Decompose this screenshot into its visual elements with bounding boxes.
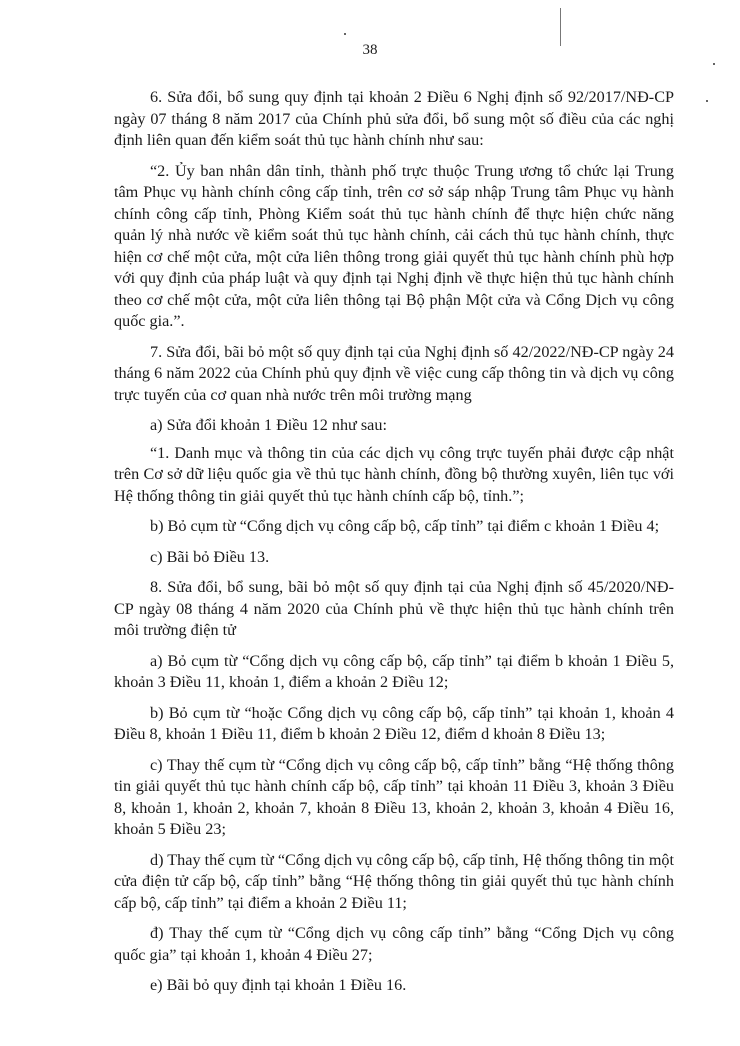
paragraph-7a-quote: “1. Danh mục và thông tin của các dịch vụ công trực tuyến phải được cập nhật trên Cơ sở dữ liệu quốc gia về thủ tục hành chính, đồng bộ thường xuyên, liên tục với Hệ thống thông tin giải quyết thủ tục hành chính cấp bộ, tỉnh.”; [114,443,674,505]
paragraph-8c: c) Thay thế cụm từ “Cổng dịch vụ công cấp bộ, cấp tỉnh” bằng “Hệ thống thông tin giải quyết thủ tục hành chính cấp bộ, cấp tỉnh” tại khoản 11 Điều 3, khoản 3 Điều 8, khoản 1, khoản 2, khoản 7, khoản 8 Điều 13, khoản 2, khoản 3, khoản 4 Điều 16, khoản 5 Điều 23; [114,755,674,838]
paragraph-8e: e) Bãi bỏ quy định tại khoản 1 Điều 16. [150,976,407,994]
paragraph-8a: a) Bỏ cụm từ “Cổng dịch vụ công cấp bộ, cấp tỉnh” tại điểm b khoản 1 Điều 5, khoản 3 Điều 11, khoản 1, điểm a khoản 2 Điều 12; [114,651,674,691]
paragraph-6: 6. Sửa đổi, bổ sung quy định tại khoản 2 Điều 6 Nghị định số 92/2017/NĐ-CP ngày 07 tháng 8 năm 2017 của Chính phủ sửa đổi, bổ sung một số điều của các nghị định liên quan đến kiểm soát thủ tục hành chính như sau: [114,88,674,149]
paragraph-8d: d) Thay thế cụm từ “Cổng dịch vụ công cấp bộ, cấp tỉnh, Hệ thống thông tin một cửa điện tử cấp bộ, cấp tỉnh” bằng “Hệ thống thông tin giải quyết thủ tục hành chính cấp bộ, cấp tỉnh” tại điểm a khoản 2 Điều 11; [114,850,674,912]
document-body [114,87,674,1006]
paragraph-6-quote: “2. Ủy ban nhân dân tỉnh, thành phố trực thuộc Trung ương tổ chức lại Trung tâm Phục vụ hành chính công cấp tỉnh, trên cơ sở sáp nhập Trung tâm Phục vụ hành chính công cấp tỉnh, Phòng Kiểm soát thủ tục hành chính để thực hiện chức năng quản lý nhà nước về kiểm soát thủ tục hành chính, cải cách thủ tục hành chính, thực hiện cơ chế một cửa, một cửa liên thông trong giải quyết thủ tục hành chính phù hợp với quy định của pháp luật và quy định tại Nghị định về thực hiện thủ tục hành chính theo cơ chế một cửa, một cửa liên thông tại Bộ phận Một cửa và Cổng Dịch vụ công quốc gia.”. [114,161,674,330]
paragraph-7c: c) Bãi bỏ Điều 13. [150,547,270,566]
paragraph-8b: b) Bỏ cụm từ “hoặc Cổng dịch vụ công cấp bộ, cấp tỉnh” tại khoản 1, khoản 4 Điều 8, khoản 1 Điều 11, điểm b khoản 2 Điều 12, điểm d khoản 8 Điều 13; [114,703,674,743]
scan-speck [344,33,346,35]
scan-line [560,8,561,46]
paragraph-7: 7. Sửa đổi, bãi bỏ một số quy định tại của Nghị định số 42/2022/NĐ-CP ngày 24 tháng 6 năm 2022 của Chính phủ quy định về việc cung cấp thông tin và dịch vụ công trực tuyến của cơ quan nhà nước trên môi trường mạng [114,342,674,404]
page-number: 38 [362,42,378,58]
paragraph-7a: a) Sửa đổi khoản 1 Điều 12 như sau: [150,416,387,434]
scan-speck [713,63,715,65]
paragraph-7b: b) Bỏ cụm từ “Cổng dịch vụ công cấp bộ, cấp tỉnh” tại điểm c khoản 1 Điều 4; [150,517,660,535]
scan-speck [706,100,708,102]
paragraph-8dd: đ) Thay thế cụm từ “Cổng dịch vụ công cấp tỉnh” bằng “Cổng Dịch vụ công quốc gia” tại khoản 1, khoản 4 Điều 27; [114,924,674,964]
paragraph-8: 8. Sửa đổi, bổ sung, bãi bỏ một số quy định tại của Nghị định số 45/2020/NĐ-CP ngày 08 tháng 4 năm 2020 của Chính phủ về thực hiện thủ tục hành chính trên môi trường điện tử [114,578,674,639]
